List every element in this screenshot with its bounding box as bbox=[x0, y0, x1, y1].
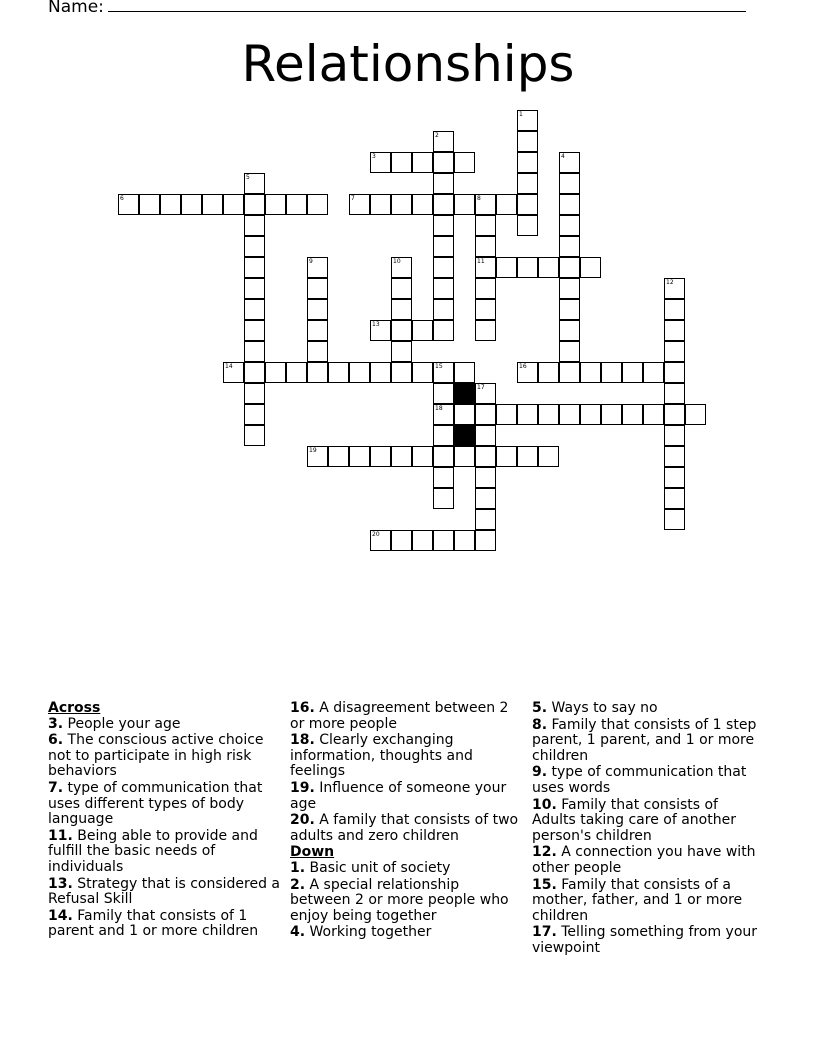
grid-cell[interactable] bbox=[559, 257, 580, 278]
grid-cell[interactable] bbox=[559, 341, 580, 362]
grid-cell[interactable] bbox=[433, 383, 454, 404]
clue-number: 2 bbox=[435, 132, 439, 139]
clue-item-number: 6. bbox=[48, 732, 64, 749]
grid-cell[interactable] bbox=[538, 257, 559, 278]
grid-cell[interactable] bbox=[559, 173, 580, 194]
grid-cell[interactable] bbox=[349, 446, 370, 467]
grid-cell[interactable] bbox=[328, 362, 349, 383]
grid-cell[interactable] bbox=[664, 467, 685, 488]
grid-cell[interactable] bbox=[412, 194, 433, 215]
clue-list bbox=[0, 701, 816, 1001]
clue-number: 19 bbox=[309, 447, 317, 454]
clue-item-number: 8. bbox=[532, 716, 548, 733]
grid-cell[interactable] bbox=[307, 299, 328, 320]
grid-cell[interactable] bbox=[559, 299, 580, 320]
grid-cell[interactable] bbox=[475, 194, 496, 215]
grid-cell[interactable] bbox=[559, 152, 580, 173]
grid-cell[interactable] bbox=[664, 320, 685, 341]
clue-item-number: 17. bbox=[532, 924, 557, 941]
grid-cell[interactable] bbox=[475, 278, 496, 299]
grid-cell[interactable] bbox=[391, 152, 412, 173]
grid-cell[interactable] bbox=[475, 320, 496, 341]
clue-item bbox=[532, 798, 766, 845]
grid-cell[interactable] bbox=[391, 257, 412, 278]
clue-item bbox=[290, 733, 522, 780]
grid-cell[interactable] bbox=[391, 278, 412, 299]
grid-cell[interactable] bbox=[454, 530, 475, 551]
grid-cell[interactable] bbox=[307, 278, 328, 299]
grid-cell[interactable] bbox=[244, 404, 265, 425]
clue-item-text: Influence of someone your age bbox=[290, 779, 507, 812]
grid-cell[interactable] bbox=[475, 404, 496, 425]
clue-item-number: 10. bbox=[532, 796, 557, 813]
grid-cell[interactable] bbox=[454, 404, 475, 425]
clue-item-text: A disagreement between 2 or more people bbox=[290, 700, 509, 732]
clue-item bbox=[48, 717, 286, 733]
grid-cell[interactable] bbox=[433, 215, 454, 236]
grid-cell[interactable] bbox=[454, 152, 475, 173]
grid-cell[interactable] bbox=[391, 530, 412, 551]
clue-section-heading: Down bbox=[290, 844, 335, 861]
clue-item-number: 7. bbox=[48, 779, 64, 796]
clue-item bbox=[48, 909, 286, 940]
clue-item bbox=[48, 781, 286, 828]
clue-item-number: 11. bbox=[48, 827, 73, 844]
grid-cell[interactable] bbox=[412, 152, 433, 173]
clue-item bbox=[290, 861, 522, 877]
clue-number: 9 bbox=[309, 258, 313, 265]
grid-cell[interactable] bbox=[475, 467, 496, 488]
grid-cell[interactable] bbox=[202, 194, 223, 215]
grid-cell[interactable] bbox=[433, 278, 454, 299]
grid-cell[interactable] bbox=[391, 341, 412, 362]
grid-cell[interactable] bbox=[643, 362, 664, 383]
clue-item-text: Basic unit of society bbox=[305, 859, 451, 876]
clue-item-text: Family that consists of 1 step parent, 1 parent, and 1 or more children bbox=[532, 716, 757, 764]
grid-cell[interactable] bbox=[517, 110, 538, 131]
grid-cell[interactable] bbox=[391, 194, 412, 215]
grid-cell[interactable] bbox=[517, 173, 538, 194]
grid-cell[interactable] bbox=[664, 341, 685, 362]
grid-cell[interactable] bbox=[433, 236, 454, 257]
grid-cell[interactable] bbox=[517, 215, 538, 236]
grid-cell[interactable] bbox=[370, 530, 391, 551]
grid-cell[interactable] bbox=[433, 152, 454, 173]
grid-cell[interactable] bbox=[307, 341, 328, 362]
grid-cell[interactable] bbox=[307, 257, 328, 278]
grid-cell[interactable] bbox=[244, 215, 265, 236]
clue-item-text: Family that consists of 1 parent and 1 or more children bbox=[48, 907, 259, 940]
clue-column-2 bbox=[290, 701, 522, 942]
clue-item-number: 15. bbox=[532, 876, 557, 893]
grid-cell[interactable] bbox=[496, 446, 517, 467]
grid-cell[interactable] bbox=[496, 404, 517, 425]
grid-cell[interactable] bbox=[391, 299, 412, 320]
clue-item-number: 13. bbox=[48, 875, 73, 892]
clue-item-number: 20. bbox=[290, 812, 315, 829]
grid-cell[interactable] bbox=[412, 362, 433, 383]
grid-cell[interactable] bbox=[244, 383, 265, 404]
clue-item-number: 12. bbox=[532, 844, 557, 861]
grid-cell[interactable] bbox=[307, 446, 328, 467]
grid-cell[interactable] bbox=[475, 215, 496, 236]
clue-number: 15 bbox=[435, 363, 443, 370]
clue-item bbox=[290, 781, 522, 812]
clue-number: 3 bbox=[372, 153, 376, 160]
clue-item bbox=[48, 733, 286, 780]
clue-item-text: A special relationship between 2 or more people who enjoy being together bbox=[290, 876, 509, 924]
grid-cell[interactable] bbox=[601, 362, 622, 383]
grid-cell[interactable] bbox=[244, 362, 265, 383]
grid-cell[interactable] bbox=[538, 446, 559, 467]
clue-number: 1 bbox=[519, 111, 523, 118]
grid-cell[interactable] bbox=[580, 362, 601, 383]
grid-cell[interactable] bbox=[475, 488, 496, 509]
clue-item bbox=[532, 925, 766, 956]
clue-item-text: type of communication that uses words bbox=[532, 764, 747, 796]
clue-number: 13 bbox=[372, 321, 380, 328]
grid-cell[interactable] bbox=[391, 362, 412, 383]
grid-cell[interactable] bbox=[475, 509, 496, 530]
grid-cell[interactable] bbox=[559, 278, 580, 299]
clue-item-text: Family that consists of a mother, father, and 1 or more children bbox=[532, 876, 743, 924]
grid-cell[interactable] bbox=[244, 257, 265, 278]
grid-cell[interactable] bbox=[391, 446, 412, 467]
grid-cell[interactable] bbox=[433, 446, 454, 467]
grid-cell[interactable] bbox=[286, 362, 307, 383]
grid-cell[interactable] bbox=[118, 194, 139, 215]
grid-cell[interactable] bbox=[475, 425, 496, 446]
clue-item-text: A connection you have with other people bbox=[532, 844, 756, 876]
grid-cell[interactable] bbox=[517, 257, 538, 278]
name-label: Name: bbox=[48, 0, 104, 17]
grid-cell[interactable] bbox=[475, 257, 496, 278]
grid-cell[interactable] bbox=[349, 194, 370, 215]
grid-cell[interactable] bbox=[517, 152, 538, 173]
grid-cell[interactable] bbox=[433, 194, 454, 215]
clue-item bbox=[48, 877, 286, 908]
clue-number: 18 bbox=[435, 405, 443, 412]
grid-cell[interactable] bbox=[433, 131, 454, 152]
grid-cell[interactable] bbox=[517, 362, 538, 383]
clue-column-3 bbox=[532, 701, 766, 958]
grid-cell[interactable] bbox=[685, 404, 706, 425]
grid-cell[interactable] bbox=[517, 194, 538, 215]
grid-cell[interactable] bbox=[580, 257, 601, 278]
clue-item-number: 16. bbox=[290, 700, 315, 716]
grid-cell[interactable] bbox=[433, 488, 454, 509]
grid-cell[interactable] bbox=[496, 194, 517, 215]
clue-item-number: 5. bbox=[532, 700, 548, 716]
grid-cell[interactable] bbox=[664, 509, 685, 530]
grid-cell[interactable] bbox=[265, 194, 286, 215]
grid-cell[interactable] bbox=[643, 404, 664, 425]
clue-item bbox=[290, 925, 522, 941]
grid-cell[interactable] bbox=[664, 446, 685, 467]
clue-number: 12 bbox=[666, 279, 674, 286]
grid-cell[interactable] bbox=[664, 299, 685, 320]
grid-cell[interactable] bbox=[601, 404, 622, 425]
grid-cell[interactable] bbox=[454, 446, 475, 467]
grid-cell[interactable] bbox=[433, 362, 454, 383]
clue-item bbox=[532, 765, 766, 796]
grid-cell[interactable] bbox=[664, 278, 685, 299]
grid-cell[interactable] bbox=[433, 320, 454, 341]
clue-section-heading: Across bbox=[48, 700, 101, 716]
clue-number: 10 bbox=[393, 258, 401, 265]
grid-cell[interactable] bbox=[307, 194, 328, 215]
grid-cell[interactable] bbox=[244, 173, 265, 194]
clue-item bbox=[290, 878, 522, 925]
grid-cell[interactable] bbox=[475, 530, 496, 551]
grid-cell[interactable] bbox=[160, 194, 181, 215]
clue-item-number: 9. bbox=[532, 764, 548, 781]
clue-item-number: 1. bbox=[290, 859, 306, 876]
grid-cell[interactable] bbox=[307, 320, 328, 341]
grid-cell[interactable] bbox=[223, 194, 244, 215]
grid-cell[interactable] bbox=[454, 362, 475, 383]
grid-cell[interactable] bbox=[244, 299, 265, 320]
grid-cell[interactable] bbox=[433, 299, 454, 320]
black-square bbox=[454, 425, 475, 446]
grid-cell[interactable] bbox=[517, 131, 538, 152]
grid-cell[interactable] bbox=[265, 362, 286, 383]
grid-cell[interactable] bbox=[475, 299, 496, 320]
grid-cell[interactable] bbox=[517, 446, 538, 467]
grid-cell[interactable] bbox=[244, 320, 265, 341]
grid-cell[interactable] bbox=[559, 320, 580, 341]
clue-column-1 bbox=[48, 701, 286, 941]
grid-cell[interactable] bbox=[538, 362, 559, 383]
grid-cell[interactable] bbox=[244, 236, 265, 257]
grid-cell[interactable] bbox=[475, 446, 496, 467]
grid-cell[interactable] bbox=[559, 215, 580, 236]
clue-item bbox=[290, 701, 522, 732]
clue-item-text: People your age bbox=[63, 715, 181, 732]
grid-cell[interactable] bbox=[286, 194, 307, 215]
grid-cell[interactable] bbox=[370, 194, 391, 215]
grid-cell[interactable] bbox=[559, 194, 580, 215]
page-title: Relationships bbox=[241, 35, 575, 93]
clue-item-text: Telling something from your viewpoint bbox=[532, 924, 758, 956]
clue-item-text: Strategy that is considered a Refusal Skill bbox=[48, 875, 281, 908]
grid-cell[interactable] bbox=[664, 404, 685, 425]
grid-cell[interactable] bbox=[475, 236, 496, 257]
grid-cell[interactable] bbox=[244, 425, 265, 446]
grid-cell[interactable] bbox=[454, 194, 475, 215]
grid-cell[interactable] bbox=[538, 404, 559, 425]
grid-cell[interactable] bbox=[664, 383, 685, 404]
clue-item-text: Ways to say no bbox=[547, 700, 658, 716]
grid-cell[interactable] bbox=[622, 404, 643, 425]
clue-number: 5 bbox=[246, 174, 250, 181]
grid-cell[interactable] bbox=[559, 404, 580, 425]
grid-cell[interactable] bbox=[433, 257, 454, 278]
grid-cell[interactable] bbox=[517, 404, 538, 425]
black-square bbox=[454, 383, 475, 404]
grid-cell[interactable] bbox=[370, 362, 391, 383]
grid-cell[interactable] bbox=[580, 404, 601, 425]
grid-cell[interactable] bbox=[244, 341, 265, 362]
grid-cell[interactable] bbox=[244, 278, 265, 299]
grid-cell[interactable] bbox=[664, 362, 685, 383]
clue-item-text: Being able to provide and fulfill the basic needs of individuals bbox=[48, 827, 258, 875]
clue-item bbox=[532, 701, 766, 717]
clue-item bbox=[290, 813, 522, 844]
clue-item-number: 3. bbox=[48, 715, 64, 732]
clue-item-number: 4. bbox=[290, 924, 306, 941]
clue-item-text: A family that consists of two adults and zero children bbox=[290, 812, 519, 844]
clue-item-text: Working together bbox=[305, 924, 432, 941]
grid-cell[interactable] bbox=[370, 446, 391, 467]
clue-item-text: The conscious active choice not to participate in high risk behaviors bbox=[48, 732, 264, 780]
grid-cell[interactable] bbox=[433, 467, 454, 488]
grid-cell[interactable] bbox=[349, 362, 370, 383]
clue-number: 17 bbox=[477, 384, 485, 391]
clue-item-text: type of communication that uses different types of body language bbox=[48, 779, 263, 828]
grid-cell[interactable] bbox=[412, 446, 433, 467]
grid-cell[interactable] bbox=[433, 425, 454, 446]
clue-number: 7 bbox=[351, 195, 355, 202]
grid-cell[interactable] bbox=[370, 320, 391, 341]
grid-cell[interactable] bbox=[664, 488, 685, 509]
grid-cell[interactable] bbox=[664, 425, 685, 446]
clue-item-number: 18. bbox=[290, 732, 315, 749]
grid-cell[interactable] bbox=[433, 530, 454, 551]
grid-cell[interactable] bbox=[433, 173, 454, 194]
clue-item bbox=[532, 718, 766, 765]
clue-number: 11 bbox=[477, 258, 485, 265]
grid-cell[interactable] bbox=[475, 383, 496, 404]
grid-cell[interactable] bbox=[223, 362, 244, 383]
grid-cell[interactable] bbox=[370, 152, 391, 173]
clue-number: 4 bbox=[561, 153, 565, 160]
clue-number: 20 bbox=[372, 531, 380, 538]
clue-item bbox=[48, 829, 286, 876]
grid-cell[interactable] bbox=[181, 194, 202, 215]
clue-item bbox=[532, 878, 766, 925]
clue-number: 8 bbox=[477, 195, 481, 202]
grid-cell[interactable] bbox=[391, 320, 412, 341]
clue-item-number: 14. bbox=[48, 907, 73, 924]
grid-cell[interactable] bbox=[307, 362, 328, 383]
grid-cell[interactable] bbox=[412, 320, 433, 341]
clue-number: 16 bbox=[519, 363, 527, 370]
clue-number: 14 bbox=[225, 363, 233, 370]
grid-cell[interactable] bbox=[559, 236, 580, 257]
clue-item bbox=[532, 845, 766, 876]
grid-cell[interactable] bbox=[328, 446, 349, 467]
grid-cell[interactable] bbox=[496, 257, 517, 278]
grid-cell[interactable] bbox=[412, 530, 433, 551]
grid-cell[interactable] bbox=[622, 362, 643, 383]
clue-number: 6 bbox=[120, 195, 124, 202]
grid-cell[interactable] bbox=[559, 362, 580, 383]
clue-item-text: Clearly exchanging information, thoughts and feelings bbox=[290, 732, 473, 780]
grid-cell[interactable] bbox=[139, 194, 160, 215]
clue-item-number: 2. bbox=[290, 876, 306, 893]
grid-cell[interactable] bbox=[244, 194, 265, 215]
clue-item-text: Family that consists of Adults taking care of another person's children bbox=[532, 796, 736, 844]
clue-item-number: 19. bbox=[290, 779, 315, 796]
grid-cell[interactable] bbox=[433, 404, 454, 425]
